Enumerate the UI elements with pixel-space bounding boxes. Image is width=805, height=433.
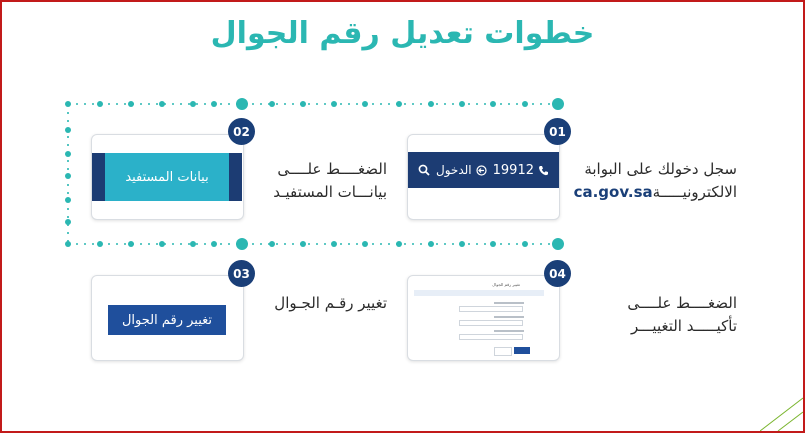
step-02-card xyxy=(91,134,244,220)
step-01-line2-text: الالكترونيـــــة xyxy=(652,183,737,201)
step-01-card xyxy=(407,134,560,220)
step-04-line1: الضغــــط علــــى xyxy=(627,294,737,312)
step-02-line2: بيانـــات المستفيـد xyxy=(273,183,387,201)
corner-accent xyxy=(760,390,803,431)
mini-cancel-button xyxy=(494,347,512,356)
phone-icon xyxy=(538,165,549,176)
phone-number[interactable] xyxy=(493,163,549,178)
mini-form-preview xyxy=(414,282,550,356)
phone-label: 19912 xyxy=(492,162,534,178)
change-mobile-button[interactable]: تغيير رقم الجوال xyxy=(108,305,226,335)
step-04-badge: 04 xyxy=(544,260,571,287)
mini-form-title: تغيير رقم الجوال xyxy=(492,282,520,287)
search-icon[interactable] xyxy=(418,164,430,176)
step-02-text xyxy=(273,158,387,204)
step-04-text xyxy=(627,292,737,338)
login-link[interactable] xyxy=(436,163,487,177)
step-02-badge: 02 xyxy=(228,118,255,145)
step-03-card xyxy=(91,275,244,361)
login-icon xyxy=(476,165,487,176)
mini-confirm-button xyxy=(514,347,530,354)
login-label: الدخول xyxy=(436,163,472,177)
portal-navbar xyxy=(408,152,559,188)
beneficiary-data-button[interactable]: بيانات المستفيد xyxy=(105,153,229,201)
step-01-line1: سجل دخولك على البوابة xyxy=(584,160,737,178)
step-03-line1: تغيير رقـم الجـوال xyxy=(274,294,387,312)
step-01-line2 xyxy=(574,181,737,204)
step-04-line2: تأكيـــــد التغييـــر xyxy=(630,317,737,335)
portal-link[interactable]: ca.gov.sa xyxy=(573,183,653,201)
page-title: خطوات تعديل رقم الجوال xyxy=(210,16,595,51)
step-01-text xyxy=(574,158,737,204)
step-02-line1: الضغــــط علــــى xyxy=(277,160,387,178)
step-01-badge: 01 xyxy=(544,118,571,145)
step-03-text xyxy=(274,292,387,315)
step-03-badge: 03 xyxy=(228,260,255,287)
beneficiary-bar xyxy=(92,153,242,201)
step-04-card xyxy=(407,275,560,361)
